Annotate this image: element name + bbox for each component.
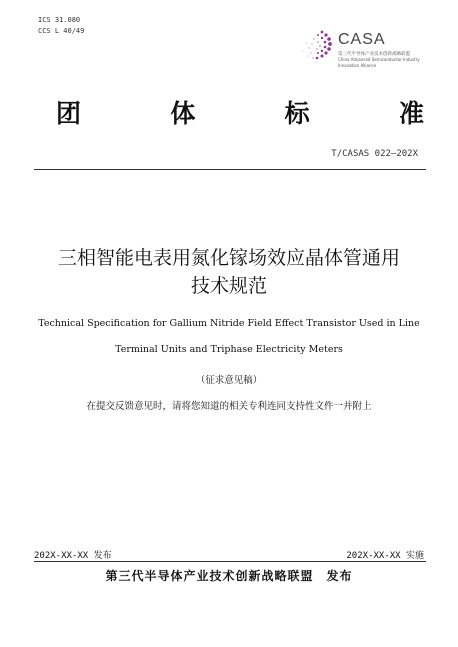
logo-name: CASA: [338, 31, 386, 48]
logo-subtitle-cn: 第三代半导体产业技术创新战略联盟: [338, 52, 410, 57]
bottom-divider: [34, 561, 426, 562]
logo-subtitle-en-1: China Advanced Semiconductor Industry: [338, 57, 420, 62]
title-en-line-2: Terminal Units and Triphase Electricity Meters: [115, 344, 343, 355]
standard-type-char: 体: [170, 99, 196, 128]
publisher: 第三代半导体产业技术创新战略联盟 发布: [105, 569, 353, 583]
ccs-code: CCS L 40/49: [38, 27, 85, 35]
logo-subtitle-en-2: Innovation Alliance: [338, 63, 377, 68]
ics-code: ICS 31.080: [38, 16, 81, 24]
draft-label: （征求意见稿）: [195, 375, 263, 386]
title-cn-line-1: 三相智能电表用氮化镓场效应晶体管通用: [57, 247, 400, 269]
patent-notice: 在提交反馈意见时，请将您知道的相关专利连同支持性文件一并附上: [86, 401, 372, 412]
standard-number: T/CASAS 022—202X: [331, 149, 418, 159]
title-cn-line-2: 技术规范: [190, 275, 267, 297]
standard-type-char: 准: [398, 99, 424, 128]
issue-date: 202X-XX-XX 发布: [34, 551, 112, 561]
standard-type-char: 团: [56, 99, 82, 128]
standard-type-char: 标: [284, 99, 310, 128]
casa-logo-mark-icon: [292, 24, 336, 74]
classification-codes: [38, 15, 84, 37]
title-en-line-1: Technical Specification for Gallium Nitride Field Effect Transistor Used in Line: [38, 318, 420, 329]
top-divider: [34, 169, 426, 170]
implement-date: 202X-XX-XX 实施: [346, 551, 424, 561]
casa-logo: [292, 24, 432, 74]
standard-type-heading: [56, 94, 424, 130]
